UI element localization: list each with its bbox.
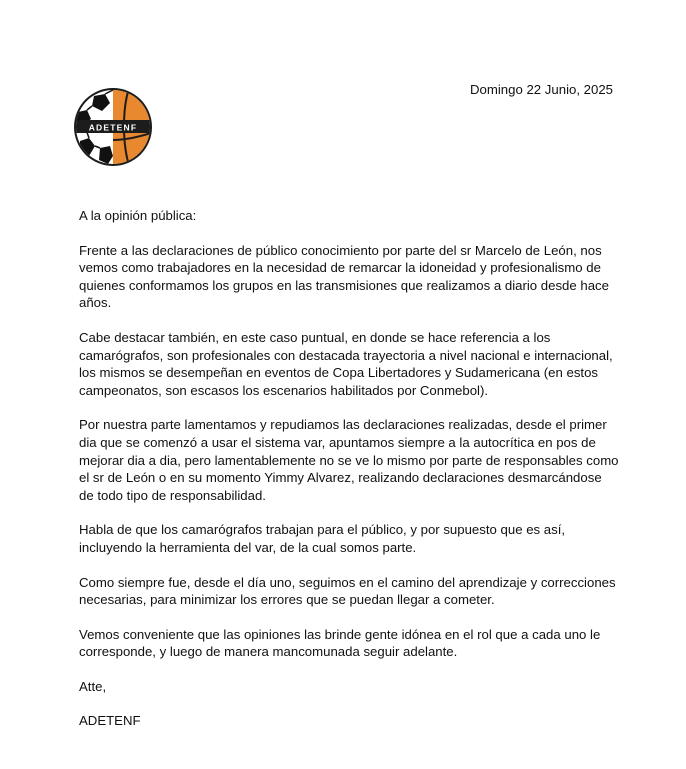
- paragraph-4: Habla de que los camarógrafos trabajan para el público, y por supuesto que es así, incluyendo la herramienta del var, de la cual somos parte.: [79, 522, 566, 555]
- logo-text: ADETENF: [88, 122, 138, 133]
- letter-body: [79, 207, 619, 730]
- soccer-ball-logo-icon: [72, 86, 154, 168]
- paragraph-6: Vemos conveniente que las opiniones las brinde gente idónea en el rol que a cada uno le corresponde, y luego de manera mancomunada seguir adelante.: [79, 626, 601, 660]
- letter-date: Domingo 22 Junio, 2025: [470, 82, 613, 97]
- salutation: A la opinión pública:: [79, 208, 197, 223]
- paragraph-2: Cabe destacar también, en este caso puntual, en donde se hace referencia a los camarógrafos, son profesionales con destacada trayectoria a nivel nacional e internacional, los mismos se desempeñan en eventos de Copa Libertadores y Sudamericana (en estos campeonatos, son escasos los escenarios habilitados por Conmebol).: [79, 329, 613, 398]
- paragraph-3: Por nuestra parte lamentamos y repudiamos las declaraciones realizadas, desde el primer dia que se comenzó a usar el sistema var, apuntamos siempre a la autocrítica en pos de mejorar dia a dia, pero lamentablemente no se ve lo mismo por parte de responsables como el sr de León o en su momento Yimmy Alvarez, realizando declaraciones desmarcándose de todo tipo de responsabilidad.: [79, 417, 619, 503]
- closing: Atte,: [79, 678, 107, 694]
- adetenf-logo: [72, 86, 154, 168]
- paragraph-5: Como siempre fue, desde el día uno, seguimos en el camino del aprendizaje y correcciones necesarias, para minimizar los errores que se puedan llegar a cometer.: [79, 574, 616, 608]
- paragraph-1: Frente a las declaraciones de público conocimiento por parte del sr Marcelo de León, nos vemos como trabajadores en la necesidad de remarcar la idoneidad y profesionalismo de quienes conformamos los grupos en las transmisiones que realizamos a diario desde hace años.: [79, 242, 609, 311]
- signature: ADETENF: [79, 713, 141, 729]
